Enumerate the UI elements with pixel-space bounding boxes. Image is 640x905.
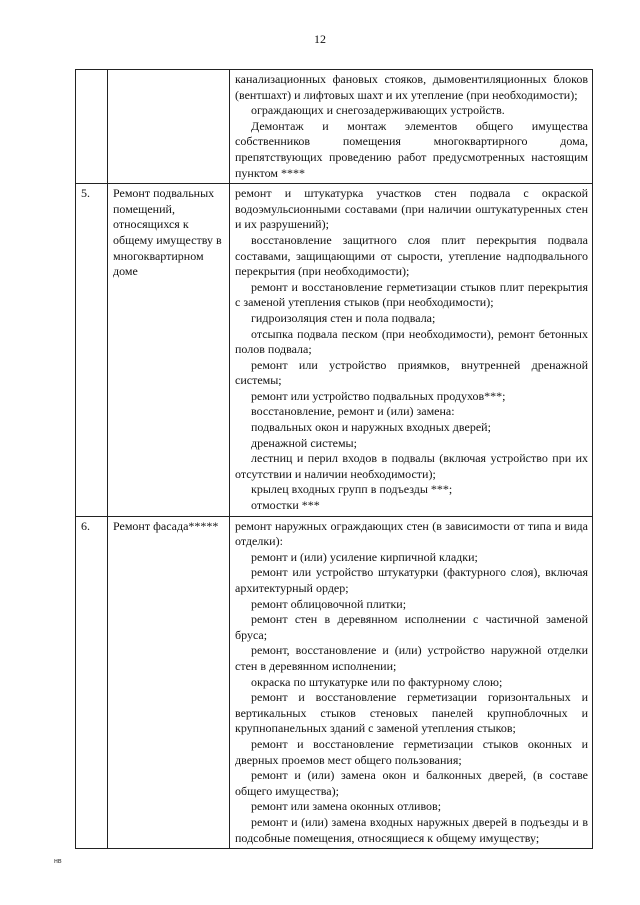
table-row bbox=[76, 70, 593, 184]
work-paragraph: отмостки *** bbox=[251, 498, 320, 513]
works-table bbox=[75, 69, 593, 849]
work-name-cell: Ремонт подвальных помещений, относящихся к общему имуществу в многоквартирном доме bbox=[108, 184, 230, 516]
work-paragraph: ремонт или устройство подвальных продухов***; bbox=[251, 388, 506, 403]
work-paragraph: ремонт облицовочной плитки; bbox=[251, 596, 407, 611]
work-paragraph: ремонт или замена оконных отливов; bbox=[251, 799, 442, 814]
work-paragraph: отсыпка подвала песком (при необходимости), ремонт бетонных полов подвала; bbox=[235, 326, 588, 357]
work-paragraph: лестниц и перил входов в подвалы (включая устройство при их отсутствии и наличии необходимости); bbox=[235, 451, 588, 481]
work-paragraph: ремонт и восстановление герметизации стыков плит перекрытия с заменой утепления стыков (при необходимости); bbox=[235, 279, 588, 310]
work-paragraph: ремонт и (или) усиление кирпичной кладки; bbox=[251, 549, 478, 564]
work-paragraph: ремонт, восстановление и (или) устройство наружной отделки стен в деревянном исполнении; bbox=[235, 643, 588, 673]
work-paragraph: крылец входных групп в подъезды ***; bbox=[251, 482, 453, 497]
footer-mark: нв bbox=[54, 858, 62, 865]
work-name-cell bbox=[108, 70, 230, 184]
work-paragraph: Демонтаж и монтаж элементов общего имущества собственников помещения многоквартирного дома, препятствующих проведению работ предусмотренных настоящим пунктом **** bbox=[235, 118, 588, 180]
row-number-cell bbox=[76, 70, 108, 184]
work-list-cell bbox=[230, 184, 593, 516]
page-number: 12 bbox=[314, 32, 326, 46]
work-paragraph: канализационных фановых стояков, дымовентиляционных блоков (вентшахт) и лифтовых шахт и их утепление (при необходимости); bbox=[235, 72, 588, 102]
table-row bbox=[76, 184, 593, 516]
work-paragraph: ремонт и (или) замена входных наружных дверей в подъезды и в подсобные помещения, относящиеся к общему имуществу; bbox=[235, 814, 588, 845]
work-paragraph: ремонт и штукатурка участков стен подвала с окраской водоэмульсионными составами (при наличии оштукатуренных стен и их разрушений); bbox=[235, 186, 588, 232]
row-number-cell: 5. bbox=[76, 184, 108, 516]
work-paragraph: ремонт и (или) замена окон и балконных дверей, (в составе общего имущества); bbox=[235, 768, 588, 798]
work-list-cell bbox=[230, 70, 593, 184]
work-paragraph: ремонт наружных ограждающих стен (в зависимости от типа и вида отделки): bbox=[235, 518, 588, 549]
work-paragraph: ремонт и восстановление герметизации стыков оконных и дверных проемов мест общего пользования; bbox=[235, 736, 588, 767]
row-number-cell: 6. bbox=[76, 516, 108, 848]
work-paragraph: восстановление защитного слоя плит перекрытия подвала составами, защищающими от сырости, утепление надподвального перекрытия (при необходимости); bbox=[235, 232, 588, 279]
work-paragraph: ремонт и восстановление герметизации горизонтальных и вертикальных стыков стеновых панелей крупноблочных и крупнопанельных зданий с заменой утепления стыков; bbox=[235, 690, 588, 736]
work-paragraph: подвальных окон и наружных входных дверей; bbox=[251, 420, 491, 435]
work-paragraph: ремонт или устройство приямков, внутренней дренажной системы; bbox=[235, 357, 588, 388]
work-name-cell: Ремонт фасада***** bbox=[108, 516, 230, 848]
work-paragraph: гидроизоляция стен и пола подвала; bbox=[251, 310, 436, 325]
work-paragraph: окраска по штукатурке или по фактурному слою; bbox=[251, 674, 503, 689]
work-paragraph: восстановление, ремонт и (или) замена: bbox=[251, 404, 455, 419]
work-paragraph: ремонт или устройство штукатурки (фактурного слоя), включая архитектурный ордер; bbox=[235, 565, 588, 595]
work-paragraph: ограждающих и снегозадерживающих устройств. bbox=[251, 103, 505, 118]
work-paragraph: ремонт стен в деревянном исполнении с частичной заменой бруса; bbox=[235, 612, 588, 642]
work-paragraph: дренажной системы; bbox=[251, 435, 357, 450]
work-list-cell bbox=[230, 516, 593, 848]
table-row bbox=[76, 516, 593, 848]
